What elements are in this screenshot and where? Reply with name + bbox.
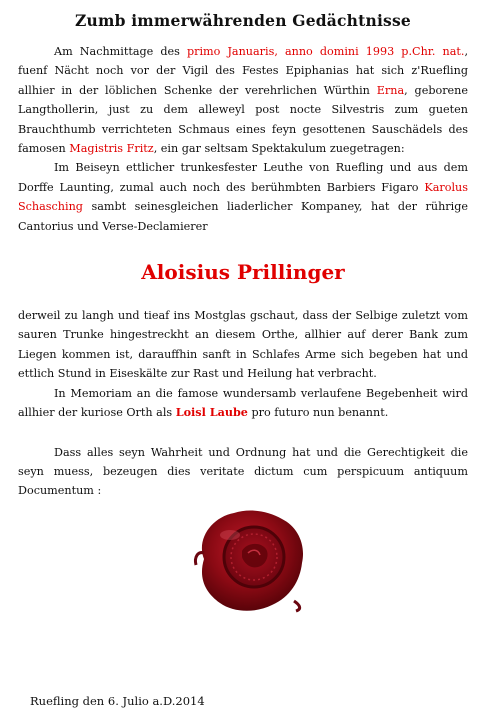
featured-name: Aloisius Prillinger	[141, 260, 345, 285]
name-fritz: Magistris Fritz	[69, 142, 154, 156]
text-span: sambt seinesgleichen liaderlicher Kompaney, hat der rührige Cantorius und Verse-Declamierer	[18, 200, 468, 233]
paragraph-event: derweil zu langh und tieaf ins Mostglas gschaut, dass der Selbige zuletzt vom sauren Trunke hingestreckht an diesem Orthe, allhier auf derer Bank zum Liegen kommen ist, darauffhin sanft in Schlafes Arme sich begeben hat und ettlich Stund in Eiseskälte zur Rast und Heilung hat verbracht.	[18, 309, 468, 381]
paragraph-attestation: Dass alles seyn Wahrheit und Ordnung hat und die Gerechtigkeit die seyn muess, bezeugen dies veritate dictum cum perspicuum antiquum Documentum :	[18, 445, 468, 498]
text-span: Am Nachmittage des	[54, 45, 187, 58]
paragraph-witnesses	[18, 158, 468, 236]
place-name-loisl-laube: Loisl Laube	[175, 405, 248, 420]
name-karolus: Karolus Schasching	[18, 180, 468, 214]
document-title: Zumb immerwährenden Gedächtnisse	[75, 11, 411, 30]
name-erna: Erna	[376, 83, 405, 97]
paragraph-intro	[18, 42, 468, 158]
text-span: Im Beiseyn ettlicher trunkesfester Leuthe von Ruefling und aus dem Dorffe Launting, zumal auch noch des berühmbten Barbiers Figaro	[18, 161, 468, 194]
text-span: In Memoriam an die famose wundersamb verlaufene Begebenheit wird allhier der kuriose Orth als	[18, 386, 468, 420]
text-span: , ein gar seltsam Spektakulum zuegetragen:	[153, 142, 405, 156]
date-highlight: primo Januaris, anno domini 1993 p.Chr. nat.	[186, 45, 465, 58]
wax-seal-icon	[190, 505, 308, 617]
text-span: , geborene Langthollerin, just zu dem alleweyl post nocte Silvestris zum gueten Brauchthumb verrichteten Schmaus eines feyn gesottenen Sauschädels des famosen	[18, 83, 469, 156]
document-date-footer: Ruefling den 6. Julio a.D.2014	[30, 694, 205, 708]
text-span: , fuenf Nächt noch vor der Vigil des Festes Epiphanias hat sich z'Ruefling allhier in der löblichen Schenke der verehrlichen Würthin	[18, 45, 468, 97]
text-span: pro futuro nun benannt.	[247, 406, 389, 420]
spacer	[18, 423, 468, 443]
paragraph-memoriam	[18, 384, 468, 423]
seal-area	[0, 505, 486, 617]
